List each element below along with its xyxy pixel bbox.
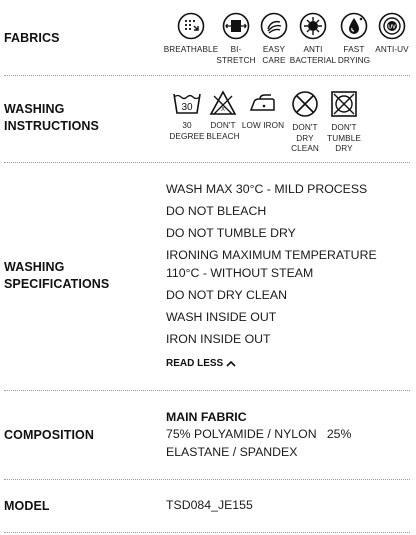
- fabric-fast-drying: [334, 12, 374, 66]
- spec-line: DO NOT DRY CLEAN: [166, 288, 287, 302]
- washing-specifications-title-line1: WASHING: [4, 260, 65, 274]
- fabric-anti-uv: [374, 12, 410, 66]
- easy-care-icon: [260, 12, 288, 40]
- fabric-anti-bacterial: [289, 12, 337, 66]
- spec-line: WASH MAX 30°C - MILD PROCESS: [166, 182, 368, 196]
- composition-title: COMPOSITION: [4, 428, 94, 442]
- washing-instructions-section: [4, 76, 410, 162]
- fabric-label: ANTI-UV: [375, 45, 409, 54]
- washing-instructions-title-line1: WASHING: [4, 102, 65, 116]
- anti-uv-icon: [378, 12, 406, 40]
- composition-text: 75% POLYAMIDE / NYLON 25% ELASTANE / SPANDEX: [166, 427, 355, 459]
- fabric-label: ANTI BACTERIAL: [289, 45, 337, 65]
- fabrics-icon-row: [163, 12, 410, 66]
- divider: [4, 532, 410, 533]
- spec-line: WASH INSIDE OUT: [166, 310, 277, 324]
- fabric-breathable: [163, 12, 219, 66]
- spec-line: DO NOT BLEACH: [166, 204, 267, 218]
- fast-drying-icon: [340, 12, 368, 40]
- read-less-button[interactable]: [166, 358, 236, 369]
- low-iron-icon: [248, 90, 278, 116]
- spec-line: IRON INSIDE OUT: [166, 332, 271, 346]
- breathable-icon: [177, 12, 205, 40]
- care-label: DON'T TUMBLE DRY: [327, 123, 361, 153]
- read-less-label: READ LESS: [166, 358, 224, 369]
- divider: [4, 390, 410, 391]
- spec-line: IRONING MAXIMUM TEMPERATURE 110°C - WITHOUT STEAM: [166, 248, 377, 280]
- no-tumble-dry-icon: [330, 90, 358, 118]
- care-label: DON'T DRY CLEAN: [291, 123, 319, 153]
- svg-text:UV: UV: [388, 24, 396, 31]
- wash-30-icon: [172, 90, 202, 116]
- care-label: DON'T BLEACH: [206, 121, 240, 141]
- model-value: TSD084_JE155: [166, 498, 253, 512]
- model-title: MODEL: [4, 499, 50, 513]
- fabric-bi-stretch: [216, 12, 256, 66]
- chevron-up-icon: [226, 360, 236, 367]
- care-no-bleach: [206, 90, 240, 155]
- care-no-tumble-dry: [324, 90, 364, 155]
- composition-heading: MAIN FABRIC: [166, 410, 247, 424]
- fabrics-section: [4, 0, 410, 75]
- anti-bacterial-icon: [299, 12, 327, 40]
- care-no-dry-clean: [286, 90, 324, 155]
- no-bleach-icon: [209, 90, 237, 116]
- bi-stretch-icon: [222, 12, 250, 40]
- washing-icon-row: [168, 90, 364, 155]
- spec-line: DO NOT TUMBLE DRY: [166, 226, 296, 240]
- fabric-label: FAST DRYING: [337, 45, 371, 65]
- fabric-label: BI- STRETCH: [216, 45, 256, 65]
- washing-specifications-title-line2: SPECIFICATIONS: [4, 277, 110, 291]
- wash-temp-text: 30: [181, 102, 193, 113]
- washing-specifications-title: [4, 259, 109, 293]
- care-label: 30 DEGREE: [169, 121, 205, 141]
- washing-instructions-title: [4, 101, 99, 135]
- fabric-label: EASY CARE: [262, 45, 286, 65]
- washing-instructions-title-line2: INSTRUCTIONS: [4, 119, 99, 133]
- no-dry-clean-icon: [291, 90, 319, 118]
- fabric-easy-care: [256, 12, 292, 66]
- fabric-label: BREATHABLE: [163, 45, 219, 54]
- care-low-iron: [240, 90, 286, 155]
- divider: [4, 479, 410, 480]
- divider: [4, 162, 410, 163]
- care-label: LOW IRON: [241, 121, 285, 130]
- svg-text:X: X: [220, 107, 226, 113]
- care-wash-30: [168, 90, 206, 155]
- fabrics-title: FABRICS: [4, 31, 60, 45]
